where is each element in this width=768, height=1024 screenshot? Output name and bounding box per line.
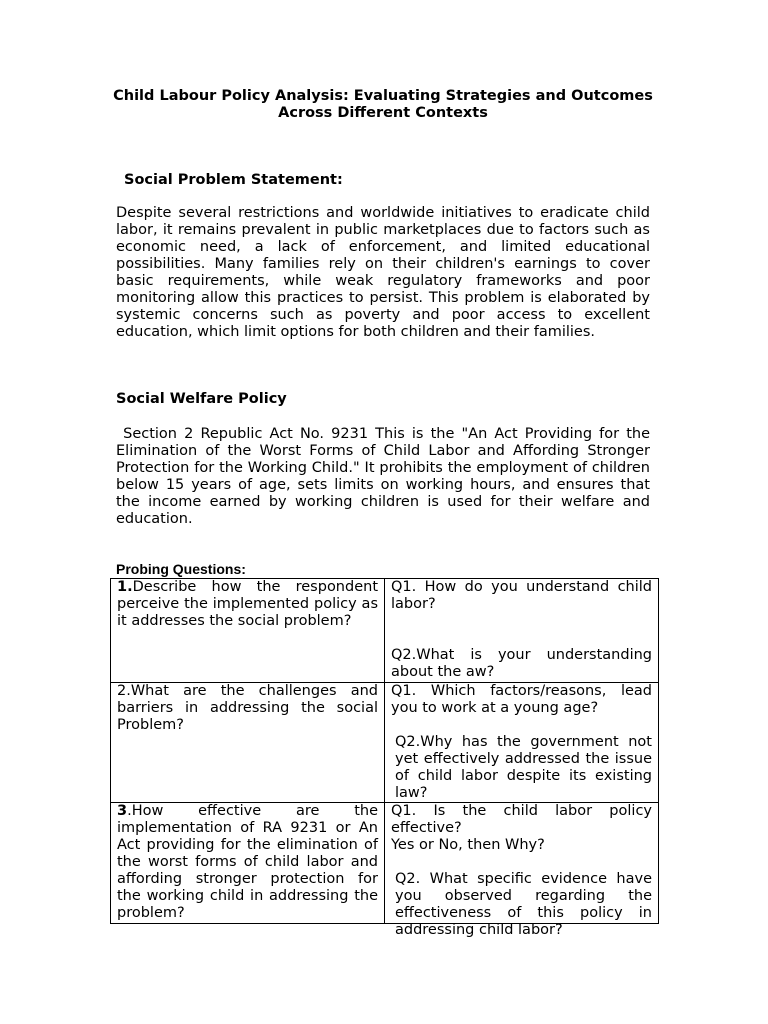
probing-questions-heading: Probing Questions: bbox=[116, 561, 246, 577]
main-question-cell bbox=[111, 579, 385, 683]
question-number: 3 bbox=[117, 803, 128, 819]
main-question-cell bbox=[111, 803, 385, 924]
welfare-policy-heading: Social Welfare Policy bbox=[116, 391, 287, 407]
main-question-cell bbox=[111, 683, 385, 803]
sub-questions-cell bbox=[385, 803, 659, 938]
social-problem-paragraph: Despite several restrictions and worldwide initiatives to eradicate child labor, it remains prevalent in public marketplaces due to factors such as economic need, a lack of enforcement, and limited educational possibilities. Many families rely on their children's earnings to cover basic requirements, while weak regulatory frameworks and poor monitoring allow this practices to persist. This problem is elaborated by systemic concerns such as poverty and poor access to excellent education, which limit options for both children and their families. bbox=[116, 205, 650, 340]
social-problem-heading: Social Problem Statement: bbox=[124, 172, 343, 188]
sub-questions-cell bbox=[385, 683, 659, 803]
probing-questions-table bbox=[110, 578, 659, 938]
welfare-policy-paragraph bbox=[116, 426, 650, 528]
main-question-text: .How effective are the implementation of RA 9231 or An Act providing for the elimination of the worst forms of child labor and affording stronger protection for the working child in addressing the problem? bbox=[117, 803, 378, 921]
sub-question-1: Q1. Which factors/reasons, lead you to work at a young age? bbox=[391, 683, 652, 716]
main-question-text: Describe how the respondent perceive the implemented policy as it addresses the social problem? bbox=[117, 579, 378, 629]
table-row bbox=[111, 579, 659, 683]
sub-questions-cell bbox=[385, 579, 659, 683]
sub-question-2: Q2.What is your understanding about the aw? bbox=[391, 647, 652, 680]
table-row bbox=[111, 683, 659, 803]
document-title: Child Labour Policy Analysis: Evaluating Strategies and Outcomes Across Different Contexts bbox=[113, 88, 653, 121]
question-number: 1. bbox=[117, 579, 133, 595]
table-row bbox=[111, 803, 659, 924]
sub-question-2: Q2.Why has the government not yet effectively addressed the issue of child labor despite its existing law? bbox=[395, 734, 652, 801]
sub-question-1: Q1. Is the child labor policy effective? bbox=[391, 803, 652, 836]
welfare-policy-text: Section 2 Republic Act No. 9231 This is the "An Act Providing for the Elimination of the Worst Forms of Child Labor and Affording Stronger Protection for the Working Child." It prohibits the employment of children below 15 years of age, sets limits on working hours, and ensures that the income earned by working children is used for their welfare and education. bbox=[116, 426, 651, 527]
main-question-text: What are the challenges and barriers in addressing the social Problem? bbox=[117, 683, 378, 733]
question-number: 2. bbox=[117, 683, 131, 699]
sub-question-1: Q1. How do you understand child labor? bbox=[391, 579, 652, 612]
sub-question-1-followup: Yes or No, then Why? bbox=[391, 837, 545, 853]
sub-question-2: Q2. What specific evidence have you observed regarding the effectiveness of this policy in addressing child labor? bbox=[395, 871, 652, 938]
